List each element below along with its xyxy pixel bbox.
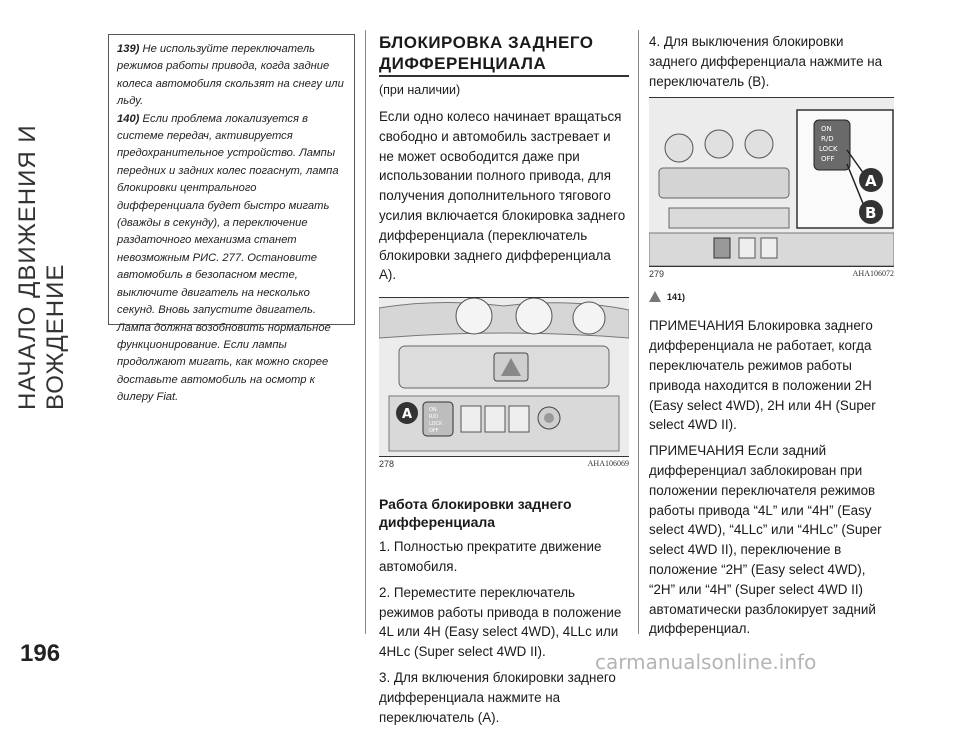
- warning-139: [117, 41, 346, 111]
- figure-caption: [649, 269, 894, 279]
- warning-reference: [649, 291, 894, 302]
- note-2: ПРИМЕЧАНИЯ Если задний дифференциал заблокирован при положении переключателя режимов работы привода “4L” или “4H” (Easy select 4WD), “4LLc” или “4HLc” (Super select 4WD II), переключение в положение “2H” (Easy select 4WD), “2H” или “4H” (Super select 4WD II) автоматически разблокирует задний дифференциал.: [649, 443, 882, 637]
- figure-caption: [379, 459, 629, 469]
- warning-number: 139): [117, 43, 140, 55]
- dashboard-illustration-279: [649, 98, 894, 266]
- note-1: ПРИМЕЧАНИЯ Блокировка заднего дифференциала не работает, когда переключатель режимов работы привода находится в положении 2H (Easy select 4WD), 2H или 4H (Super select 4WD II).: [649, 318, 876, 433]
- callout-a: A: [402, 407, 413, 423]
- dashboard-illustration-278: [379, 298, 629, 456]
- switch-label: ON: [429, 407, 437, 414]
- warning-triangle-icon: [649, 291, 661, 302]
- section-title: БЛОКИРОВКА ЗАДНЕГО ДИФФЕРЕНЦИАЛА: [379, 32, 629, 77]
- switch-label: LOCK: [819, 145, 838, 154]
- figure-code: AHA106072: [852, 269, 894, 279]
- warning-text: Если проблема локализуется в системе передач, активируется предохранительное устройство. Лампы передних и задних колес погаснут, лампа блокировки центрального дифференциала будет быстро мигать (дважды в секунду), а переключение раздаточного механизма станет невозможным РИС. 277. Остановите автомобиль в безопасном месте, выключите двигатель на несколько секунд. Вновь запустите двигатель. Лампа должна возобновить нормальное функционирование. Если лампы продолжают мигать, как можно скорее доставьте автомобиль на осмотр к дилеру Fiat.: [117, 112, 339, 404]
- column-middle: [379, 32, 629, 733]
- figure-278: [379, 297, 629, 457]
- column-divider: [638, 30, 639, 634]
- switch-label: ON: [821, 125, 832, 134]
- switch-label: OFF: [821, 155, 835, 164]
- step-3: 3. Для включения блокировки заднего дифференциала нажмите на переключатель (A).: [379, 669, 616, 725]
- column-divider: [365, 30, 366, 634]
- subsection-title: Работа блокировки заднего дифференциала: [379, 496, 572, 531]
- warning-number: 140): [117, 112, 140, 125]
- warning-140: [117, 111, 346, 407]
- page-number: 196: [20, 640, 61, 667]
- warning-box: [108, 34, 355, 404]
- figure-code: AHA106069: [587, 459, 629, 469]
- switch-label: R/D: [821, 135, 834, 144]
- switch-label: OFF: [429, 428, 439, 435]
- availability-note: (при наличии): [379, 83, 461, 97]
- callout-a: A: [865, 172, 877, 191]
- chapter-title: НАЧАЛО ДВИЖЕНИЯ И ВОЖДЕНИЕ: [14, 124, 69, 410]
- step-4: 4. Для выключения блокировки заднего дифференциала нажмите на переключатель (B).: [649, 34, 883, 89]
- step-2: 2. Переместите переключатель режимов работы привода в положение 4L или 4H (Easy select 4WD), 4LLc или 4HLc (Super select 4WD II).: [379, 584, 622, 660]
- intro-paragraph: Если одно колесо начинает вращаться свободно и автомобиль застревает и не может освободится даже при использовании полного привода, для получения дополнительного тягового усилия включается блокировка заднего дифференциала (переключатель блокировки заднего дифференциала A).: [379, 109, 626, 283]
- figure-number: 279: [649, 269, 665, 280]
- warning-text: Не используйте переключатель режимов работы привода, когда задние колеса автомобиля скользят на снегу или льду.: [117, 43, 344, 108]
- watermark: carmanualsonline.info: [595, 650, 817, 674]
- warning-reference-number: 141): [667, 291, 686, 302]
- column-right: [649, 32, 894, 645]
- callout-b: B: [865, 204, 877, 223]
- switch-label: R/D: [429, 414, 439, 421]
- step-1: 1. Полностью прекратите движение автомобиля.: [379, 539, 602, 574]
- figure-number: 278: [379, 459, 395, 470]
- switch-label: LOCK: [429, 421, 443, 428]
- figure-279: [649, 97, 894, 267]
